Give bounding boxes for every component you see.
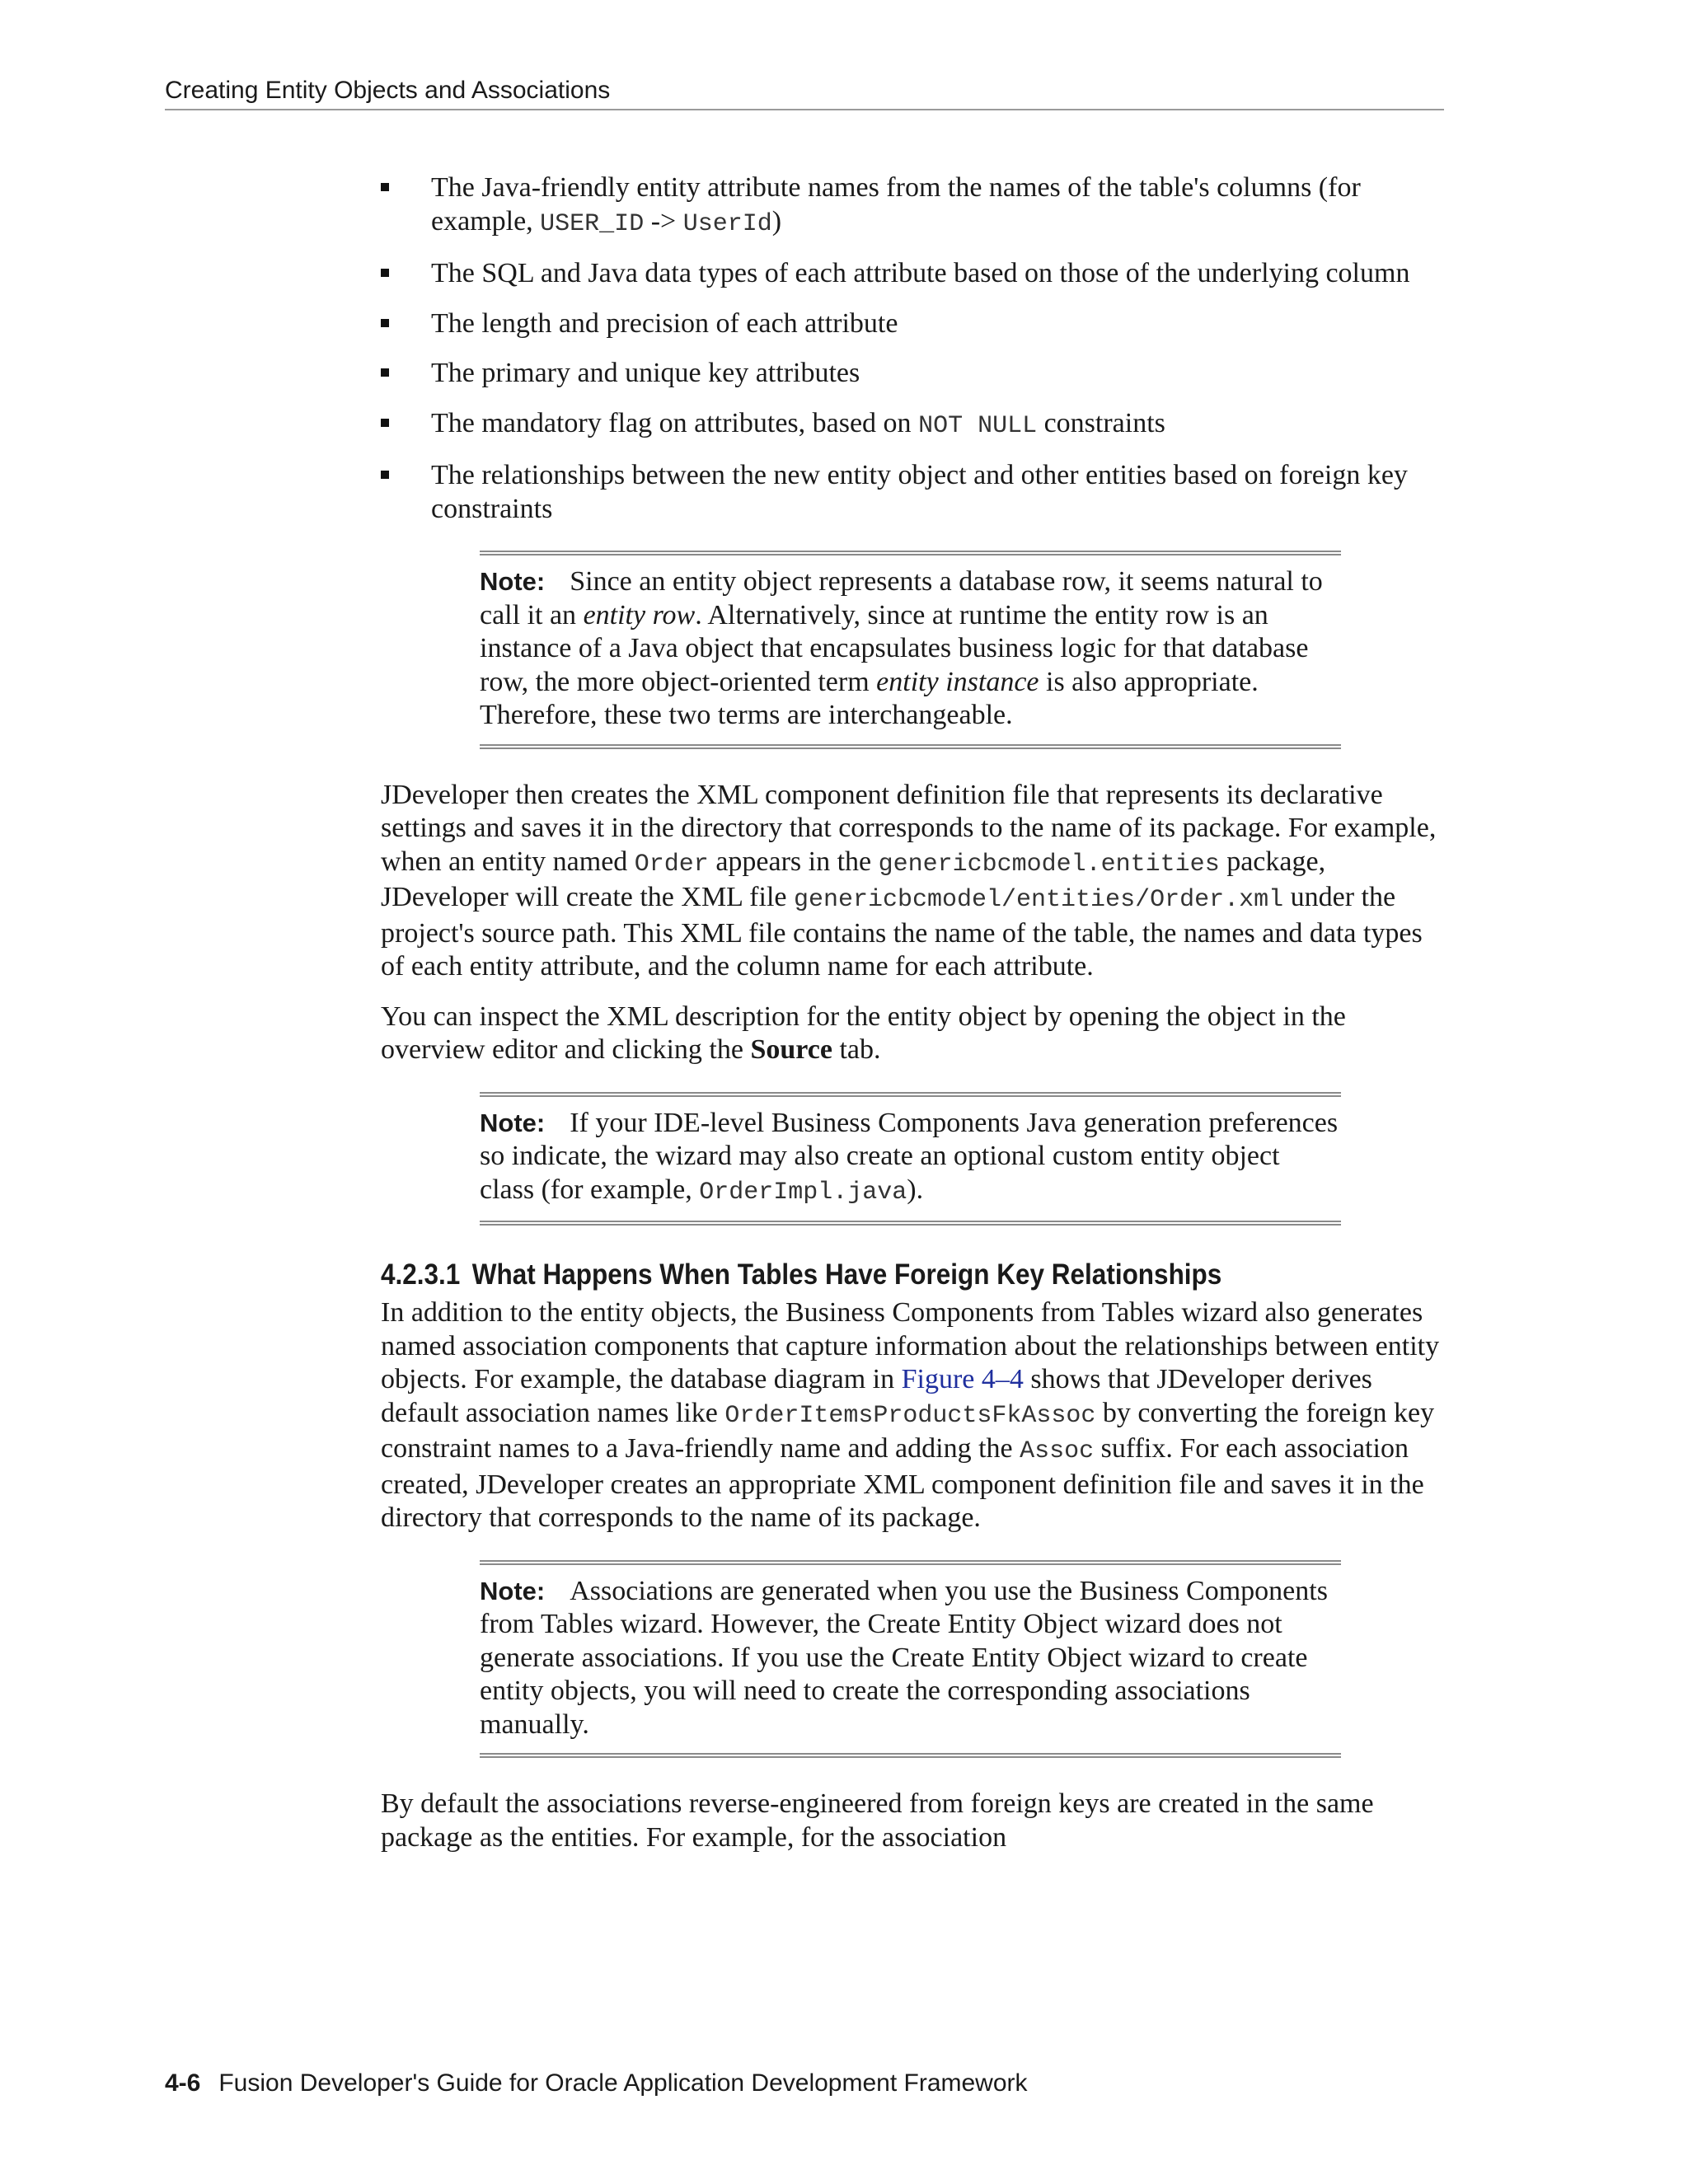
running-footer (165, 2067, 1028, 2100)
book-title: Fusion Developer's Guide for Oracle Application Development Framework (218, 2069, 1028, 2097)
code-text: Order (634, 850, 709, 879)
square-bullet-icon (381, 368, 389, 377)
code-text: UserId (682, 209, 772, 238)
page-number: 4-6 (165, 2069, 201, 2097)
note-box-associations: Note: Associations are generated when you use the Business Components from Tables wizard. However, the Create Entity Object wizard does not generate associations. If you use the Create Entity Object wizard to create entity objects, you will need to create the corresponding associations manually. (480, 1560, 1341, 1759)
square-bullet-icon (381, 319, 389, 327)
list-item: The SQL and Java data types of each attribute based on those of the underlying column (381, 257, 1444, 291)
section-heading (381, 1257, 1338, 1293)
paragraph-inspect-xml: You can inspect the XML description for the entity object by opening the object in the overview editor and clicking the Source tab. (381, 1001, 1346, 1065)
note-label: Note: (480, 1576, 546, 1605)
note-label: Note: (480, 1108, 546, 1137)
list-item: The length and precision of each attribute (381, 307, 1444, 341)
square-bullet-icon (381, 419, 389, 427)
paragraph-associations: In addition to the entity objects, the Business Components from Tables wizard also generates named association components that capture information about the relationships between entity objects. For example, the database diagram in Figure 4–4 shows that JDeveloper derives default association names like OrderItemsProductsFkAssoc by converting the foreign key constraint names to a Java-friendly name and adding the Assoc suffix. For each association created, JDeveloper creates an appropriate XML component definition file and saves it in the directory that corresponds to the name of its package. (381, 1297, 1440, 1533)
list-item: The Java-friendly entity attribute names from the names of the table's columns (for example, USER_ID -> UserId) (381, 171, 1444, 241)
list-item: The primary and unique key attributes (381, 357, 1444, 391)
list-item: The mandatory flag on attributes, based on NOT NULL constraints (381, 407, 1444, 443)
code-text: Assoc (1020, 1437, 1095, 1465)
emphasis-text: entity row (583, 599, 696, 630)
code-text: genericbcmodel/entities/Order.xml (794, 886, 1284, 914)
code-text: OrderItemsProductsFkAssoc (724, 1401, 1096, 1430)
note-box-entity-row: Note: Since an entity object represents a database row, it seems natural to call it an entity row. Alternatively, since at runtime the entity row is an instance of a Java object that encapsulates business logic for that database row, the more object-oriented term entity instance is also appropriate. Therefore, these two terms are interchangeable. (480, 551, 1341, 749)
square-bullet-icon (381, 183, 389, 191)
section-number: 4.2.3.1 (381, 1258, 461, 1291)
paragraph-default-package: By default the associations reverse-engineered from foreign keys are created in the same package as the entities. For example, for the association (381, 1788, 1374, 1853)
code-text: OrderImpl.java (699, 1178, 907, 1207)
paragraph-xml-definition: JDeveloper then creates the XML component definition file that represents its declarative settings and saves it in the directory that corresponds to the name of its package. For example, when an entity named Order appears in the genericbcmodel.entities package, JDeveloper will create the XML file genericbcmodel/entities/Order.xml under the project's source path. This XML file contains the name of the table, the names and data types of each entity attribute, and the column name for each attribute. (381, 779, 1437, 982)
feature-bullet-list (381, 171, 1444, 526)
code-text: USER_ID (540, 209, 645, 238)
code-text: NOT NULL (918, 411, 1038, 440)
emphasis-text: entity instance (876, 666, 1039, 697)
code-text: genericbcmodel.entities (878, 850, 1220, 879)
figure-link[interactable]: Figure 4–4 (901, 1364, 1024, 1394)
note-label: Note: (480, 567, 546, 596)
running-header-title: Creating Entity Objects and Associations (165, 77, 611, 104)
running-header (165, 74, 1444, 110)
body-column (381, 171, 1444, 1871)
square-bullet-icon (381, 471, 389, 479)
note-box-java-generation: Note: If your IDE-level Business Components Java generation preferences so indicate, the wizard may also create an optional custom entity object class (for example, OrderImpl.java). (480, 1092, 1341, 1226)
bold-text: Source (750, 1034, 832, 1065)
square-bullet-icon (381, 269, 389, 277)
list-item: The relationships between the new entity object and other entities based on foreign key constraints (381, 459, 1444, 526)
section-title: What Happens When Tables Have Foreign Key Relationships (471, 1258, 1222, 1291)
